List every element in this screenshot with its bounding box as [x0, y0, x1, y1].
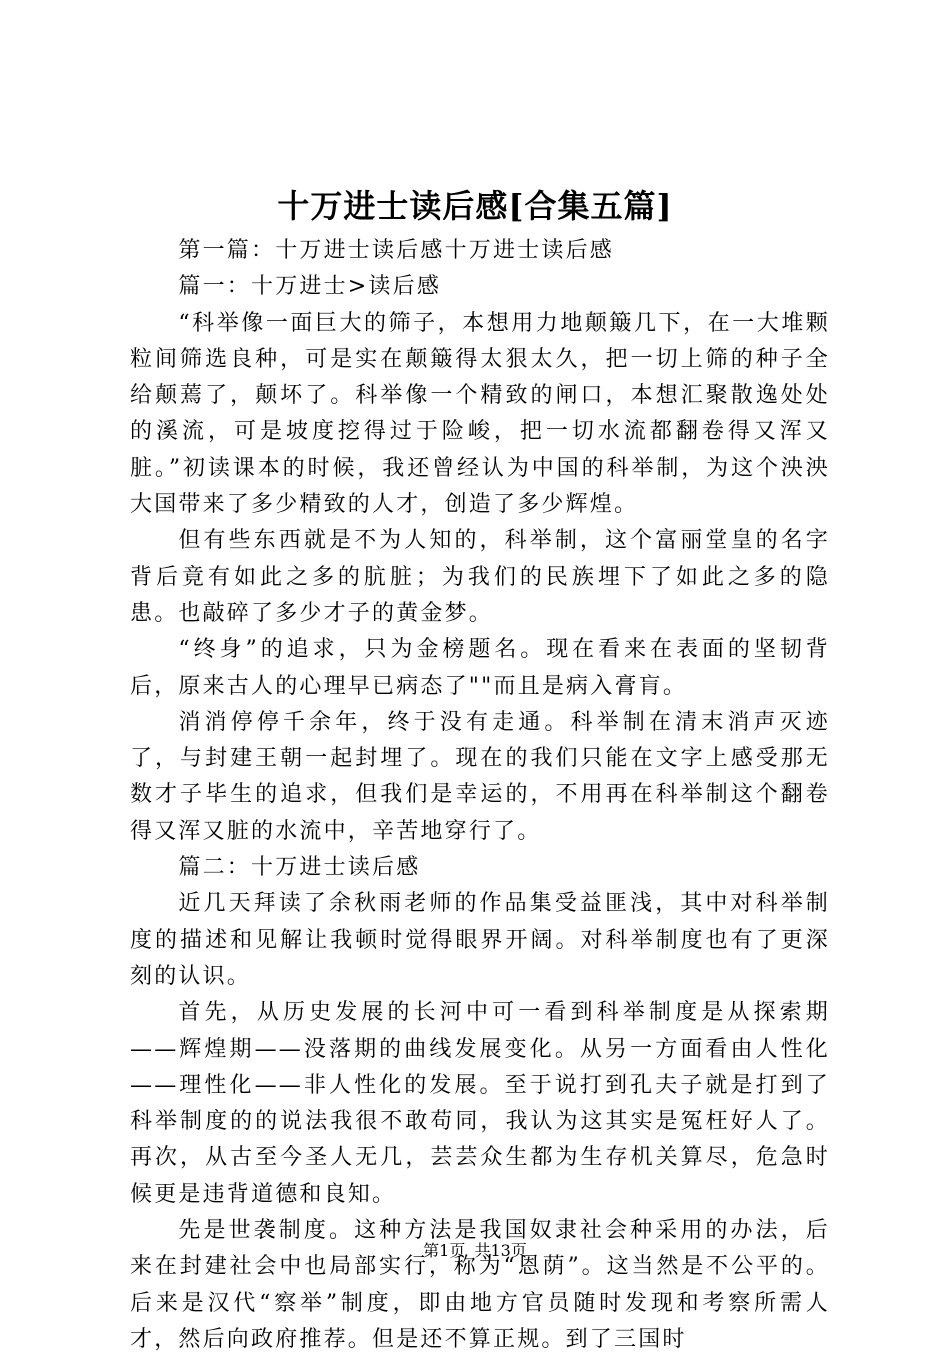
section-heading: 第一篇：十万进士读后感十万进士读后感 — [178, 238, 614, 263]
document-title: 十万进士读后感[合集五篇] — [277, 187, 673, 225]
body-paragraph: “终身”的追求，只为金榜题名。现在看来在表面的坚韧背后，原来古人的心理早已病态了""而且是病入膏肓。 — [130, 637, 830, 699]
body-paragraph: 近几天拜读了余秋雨老师的作品集受益匪浅，其中对科举制度的描述和见解让我顿时觉得眼界开阔。对科举制度也有了更深刻的认识。 — [130, 891, 830, 989]
page-total: 共13页 — [474, 1241, 527, 1260]
body-paragraph: 首先，从历史发展的长河中可一看到科举制度是从探索期——辉煌期——没落期的曲线发展变化。从另一方面看由人性化——理性化——非人性化的发展。至于说打到孔夫子就是打到了科举制度的的说法我很不敢苟同，我认为这其实是冤枉好人了。再次，从古至今圣人无几，芸芸众生都为生存机关算尽，危急时候更是违背道德和良知。 — [130, 1000, 830, 1207]
section-heading: 篇二：十万进士读后感 — [178, 855, 421, 881]
body-paragraph: “科举像一面巨大的筛子，本想用力地颠簸几下，在一大堆颗粒间筛选良种，可是实在颠簸得太狠太久，把一切上筛的种子全给颠蔫了，颠坏了。科举像一个精致的闸口，本想汇聚散逸处处的溪流，可是坡度挖得过于险峻，把一切水流都翻卷得又浑又脏。”初读课本的时候，我还曾经认为中国的科举制，为这个泱泱大国带来了多少精致的人才，创造了多少辉煌。 — [130, 310, 830, 518]
body-paragraph: 但有些东西就是不为人知的，科举制，这个富丽堂皇的名字背后竟有如此之多的肮脏；为我们的民族埋下了如此之多的隐患。也敲碎了多少才子的黄金梦。 — [130, 528, 830, 626]
section-heading: 篇一：十万进士>读后感 — [178, 274, 442, 300]
body-paragraph: 先是世袭制度。这种方法是我国奴隶社会种采用的办法，后来在封建社会中也局部实行，称为“恩荫”。这当然是不公平的。后来是汉代“察举”制度，即由地方官员随时发现和考察所需人才，然后向政府推荐。但是还不算正规。到了三国时 — [130, 1218, 830, 1352]
page-footer — [0, 1240, 950, 1262]
page-number: 第1页 — [423, 1241, 466, 1260]
document-body — [130, 233, 830, 1358]
body-paragraph: 消消停停千余年，终于没有走通。科举制在清末消声灭迹了，与封建王朝一起封埋了。现在的我们只能在文字上感受那无数才子毕生的追求，但我们是幸运的，不用再在科举制这个翻卷得又浑又脏的水流中，辛苦地穿行了。 — [130, 709, 830, 844]
